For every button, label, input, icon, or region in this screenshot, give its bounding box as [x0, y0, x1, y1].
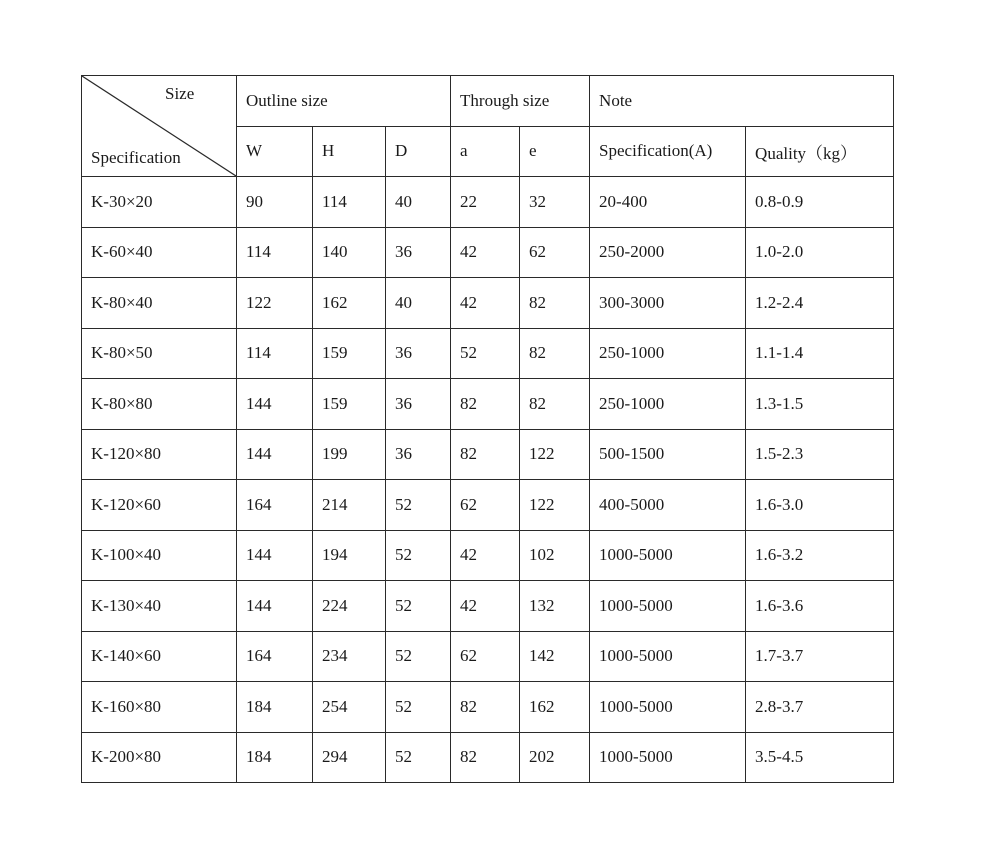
cell-specification: K-120×80 — [82, 429, 237, 480]
cell-d: 52 — [386, 631, 451, 682]
cell-specification: K-80×40 — [82, 278, 237, 329]
cell-specification: K-80×50 — [82, 328, 237, 379]
col-header-d: D — [386, 126, 451, 177]
table-row — [82, 581, 894, 632]
col-header-w: W — [237, 126, 313, 177]
cell-a: 82 — [451, 732, 520, 783]
cell-a: 62 — [451, 631, 520, 682]
cell-e: 122 — [520, 429, 590, 480]
cell-specification: K-80×80 — [82, 379, 237, 430]
cell-d: 40 — [386, 278, 451, 329]
cell-e: 122 — [520, 480, 590, 531]
cell-a: 52 — [451, 328, 520, 379]
cell-d: 40 — [386, 177, 451, 228]
table-row — [82, 480, 894, 531]
table-row — [82, 227, 894, 278]
col-header-specification-a: Specification(A) — [590, 126, 746, 177]
cell-e: 162 — [520, 682, 590, 733]
cell-current-range: 1000-5000 — [590, 581, 746, 632]
table-row — [82, 732, 894, 783]
col-header-quality-kg: Quality（kg） — [746, 126, 894, 177]
cell-e: 62 — [520, 227, 590, 278]
cell-d: 52 — [386, 682, 451, 733]
cell-specification: K-100×40 — [82, 530, 237, 581]
cell-w: 144 — [237, 530, 313, 581]
cell-current-range: 250-1000 — [590, 328, 746, 379]
cell-w: 114 — [237, 227, 313, 278]
cell-w: 144 — [237, 379, 313, 430]
cell-a: 42 — [451, 278, 520, 329]
cell-h: 159 — [313, 379, 386, 430]
cell-a: 22 — [451, 177, 520, 228]
cell-quality: 2.8-3.7 — [746, 682, 894, 733]
cell-e: 82 — [520, 278, 590, 329]
cell-w: 122 — [237, 278, 313, 329]
cell-h: 234 — [313, 631, 386, 682]
cell-specification: K-60×40 — [82, 227, 237, 278]
cell-quality: 1.6-3.0 — [746, 480, 894, 531]
col-header-h: H — [313, 126, 386, 177]
cell-a: 42 — [451, 227, 520, 278]
cell-quality: 1.5-2.3 — [746, 429, 894, 480]
cell-current-range: 400-5000 — [590, 480, 746, 531]
cell-quality: 1.3-1.5 — [746, 379, 894, 430]
cell-quality: 3.5-4.5 — [746, 732, 894, 783]
col-header-a: a — [451, 126, 520, 177]
cell-specification: K-30×20 — [82, 177, 237, 228]
cell-w: 90 — [237, 177, 313, 228]
cell-w: 114 — [237, 328, 313, 379]
cell-w: 144 — [237, 581, 313, 632]
cell-current-range: 500-1500 — [590, 429, 746, 480]
cell-w: 184 — [237, 732, 313, 783]
note-header: Note — [590, 76, 894, 127]
cell-d: 36 — [386, 429, 451, 480]
outline-size-header: Outline size — [237, 76, 451, 127]
cell-a: 62 — [451, 480, 520, 531]
cell-a: 42 — [451, 530, 520, 581]
cell-d: 36 — [386, 379, 451, 430]
cell-specification: K-140×60 — [82, 631, 237, 682]
cell-e: 82 — [520, 328, 590, 379]
cell-specification: K-200×80 — [82, 732, 237, 783]
cell-specification: K-120×60 — [82, 480, 237, 531]
cell-current-range: 1000-5000 — [590, 732, 746, 783]
cell-current-range: 1000-5000 — [590, 530, 746, 581]
cell-h: 294 — [313, 732, 386, 783]
cell-e: 142 — [520, 631, 590, 682]
corner-specification-label: Specification — [91, 148, 181, 167]
table-row — [82, 530, 894, 581]
cell-h: 162 — [313, 278, 386, 329]
header-row-top — [82, 76, 894, 127]
cell-current-range: 300-3000 — [590, 278, 746, 329]
through-size-header: Through size — [451, 76, 590, 127]
specification-table — [81, 75, 894, 783]
cell-h: 159 — [313, 328, 386, 379]
cell-d: 52 — [386, 581, 451, 632]
cell-a: 82 — [451, 682, 520, 733]
cell-specification: K-160×80 — [82, 682, 237, 733]
cell-w: 164 — [237, 480, 313, 531]
table-row — [82, 177, 894, 228]
cell-specification: K-130×40 — [82, 581, 237, 632]
col-header-e: e — [520, 126, 590, 177]
cell-e: 202 — [520, 732, 590, 783]
table-row — [82, 429, 894, 480]
cell-w: 164 — [237, 631, 313, 682]
corner-header-cell — [82, 76, 237, 177]
cell-a: 82 — [451, 379, 520, 430]
cell-h: 214 — [313, 480, 386, 531]
cell-current-range: 1000-5000 — [590, 631, 746, 682]
cell-h: 224 — [313, 581, 386, 632]
cell-current-range: 1000-5000 — [590, 682, 746, 733]
cell-h: 194 — [313, 530, 386, 581]
table-row — [82, 379, 894, 430]
cell-h: 114 — [313, 177, 386, 228]
cell-a: 82 — [451, 429, 520, 480]
cell-w: 184 — [237, 682, 313, 733]
cell-a: 42 — [451, 581, 520, 632]
cell-d: 52 — [386, 480, 451, 531]
cell-current-range: 250-1000 — [590, 379, 746, 430]
cell-h: 199 — [313, 429, 386, 480]
cell-e: 32 — [520, 177, 590, 228]
cell-w: 144 — [237, 429, 313, 480]
table-row — [82, 682, 894, 733]
cell-e: 82 — [520, 379, 590, 430]
cell-quality: 1.2-2.4 — [746, 278, 894, 329]
cell-d: 36 — [386, 227, 451, 278]
cell-h: 140 — [313, 227, 386, 278]
cell-quality: 1.1-1.4 — [746, 328, 894, 379]
cell-current-range: 250-2000 — [590, 227, 746, 278]
corner-size-label: Size — [165, 84, 195, 103]
cell-quality: 0.8-0.9 — [746, 177, 894, 228]
table-row — [82, 328, 894, 379]
cell-current-range: 20-400 — [590, 177, 746, 228]
cell-h: 254 — [313, 682, 386, 733]
table-row — [82, 278, 894, 329]
cell-quality: 1.7-3.7 — [746, 631, 894, 682]
cell-quality: 1.0-2.0 — [746, 227, 894, 278]
table-row — [82, 631, 894, 682]
cell-d: 36 — [386, 328, 451, 379]
cell-d: 52 — [386, 530, 451, 581]
cell-d: 52 — [386, 732, 451, 783]
cell-quality: 1.6-3.6 — [746, 581, 894, 632]
cell-e: 132 — [520, 581, 590, 632]
cell-e: 102 — [520, 530, 590, 581]
cell-quality: 1.6-3.2 — [746, 530, 894, 581]
